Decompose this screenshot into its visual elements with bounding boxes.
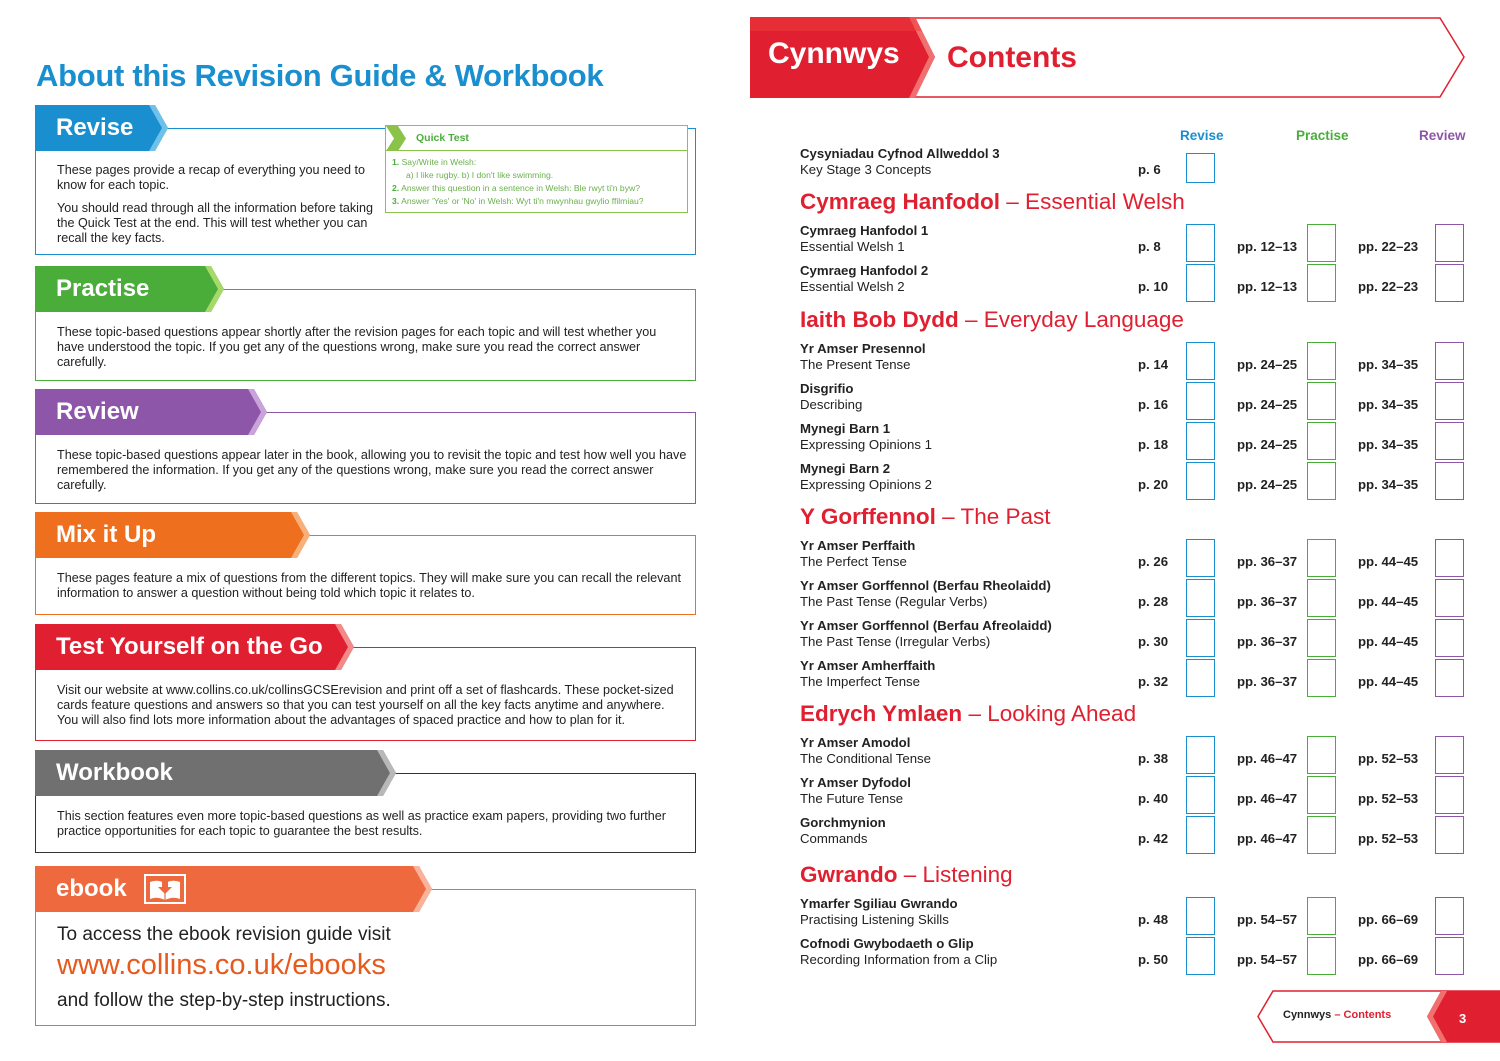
column-header-revise: Revise bbox=[1180, 128, 1224, 143]
practise-text: These topic-based questions appear shortly after the revision pages for each topic and will test whether you have understood the topic. If you get any of the questions wrong, make sure you read the correct answer carefully. bbox=[57, 325, 657, 370]
review-checkbox[interactable] bbox=[1435, 462, 1464, 500]
review-tab-label: Review bbox=[56, 398, 139, 425]
review-page-ref: pp. 22–23 bbox=[1358, 279, 1419, 294]
topic-row bbox=[800, 618, 1470, 658]
quick-test-line-4: Answer 'Yes' or 'No' in Welsh: Wyt ti'n mwynhau gwylio ffilmiau? bbox=[401, 196, 644, 206]
test-yourself-text: Visit our website at www.collins.co.uk/collinsGCSErevision and print off a set of flashcards. These pocket-sized cards feature questions and answers so that you can test yourself on all the key facts anytime and anywhere. You will also find lots more information about the advantages of spaced practice and how to plan for it. bbox=[57, 683, 674, 728]
revise-page-ref: p. 16 bbox=[1138, 397, 1169, 412]
topic-welsh-title: Gorchmynion bbox=[800, 815, 886, 830]
quick-test-num-2: 2. bbox=[392, 183, 400, 193]
category-welsh: Y Gorffennol bbox=[800, 504, 936, 529]
practise-checkbox[interactable] bbox=[1307, 776, 1336, 814]
review-checkbox[interactable] bbox=[1435, 539, 1464, 577]
practise-checkbox[interactable] bbox=[1307, 736, 1336, 774]
practise-checkbox[interactable] bbox=[1307, 422, 1336, 460]
revise-checkbox[interactable] bbox=[1186, 382, 1215, 420]
revise-page-ref: p. 40 bbox=[1138, 791, 1169, 806]
category-title bbox=[800, 862, 1013, 888]
topic-welsh-title: Cymraeg Hanfodol 2 bbox=[800, 263, 929, 278]
review-page-ref: pp. 34–35 bbox=[1358, 357, 1419, 372]
topic-row bbox=[800, 341, 1470, 381]
practise-section bbox=[35, 266, 696, 381]
topic-row bbox=[800, 146, 1470, 186]
practise-page-ref: pp. 46–47 bbox=[1237, 831, 1298, 846]
practise-checkbox[interactable] bbox=[1307, 897, 1336, 935]
page-title: About this Revision Guide & Workbook bbox=[36, 58, 604, 93]
review-checkbox[interactable] bbox=[1435, 937, 1464, 975]
mixup-section bbox=[35, 512, 696, 615]
topic-english-title: Recording Information from a Clip bbox=[800, 952, 998, 967]
ebook-tab-label: ebook bbox=[56, 875, 127, 902]
practise-tab-label: Practise bbox=[56, 275, 150, 302]
review-checkbox[interactable] bbox=[1435, 422, 1464, 460]
review-checkbox[interactable] bbox=[1435, 736, 1464, 774]
practise-page-ref: pp. 46–47 bbox=[1237, 791, 1298, 806]
mixup-text: These pages feature a mix of questions from the different topics. They will make sure you can recall the relevant information to answer a question without being told which topic it relates to. bbox=[57, 571, 681, 601]
quick-test-num-3: 3. bbox=[392, 196, 400, 206]
topic-english-title: Essential Welsh 2 bbox=[800, 279, 905, 294]
revise-page-ref: p. 50 bbox=[1138, 952, 1169, 967]
review-checkbox[interactable] bbox=[1435, 619, 1464, 657]
topic-welsh-title: Mynegi Barn 2 bbox=[800, 461, 891, 476]
revise-checkbox[interactable] bbox=[1186, 937, 1215, 975]
topic-welsh-title: Yr Amser Amodol bbox=[800, 735, 911, 750]
category-english: – The Past bbox=[942, 504, 1051, 529]
review-section bbox=[35, 389, 696, 504]
revise-page-ref: p. 20 bbox=[1138, 477, 1169, 492]
review-checkbox[interactable] bbox=[1435, 816, 1464, 854]
topic-english-title: The Future Tense bbox=[800, 791, 904, 806]
category-title bbox=[800, 189, 1185, 215]
revise-page-ref: p. 8 bbox=[1138, 239, 1161, 254]
practise-checkbox[interactable] bbox=[1307, 816, 1336, 854]
revise-page-ref: p. 30 bbox=[1138, 634, 1169, 649]
category-title bbox=[800, 307, 1184, 333]
ebook-text-1: To access the ebook revision guide visit bbox=[57, 924, 391, 945]
category-english: – Everyday Language bbox=[965, 307, 1184, 332]
revise-page-ref: p. 6 bbox=[1138, 162, 1161, 177]
practise-checkbox[interactable] bbox=[1307, 539, 1336, 577]
revise-tab-label: Revise bbox=[56, 114, 134, 141]
revise-checkbox[interactable] bbox=[1186, 776, 1215, 814]
revise-text-1: These pages provide a recap of everything you need to know for each topic. bbox=[57, 163, 366, 193]
quick-test-line-2: a) I like rugby. b) I don't like swimming. bbox=[406, 170, 554, 180]
topic-english-title: Expressing Opinions 1 bbox=[800, 437, 932, 452]
revise-page-ref: p. 14 bbox=[1138, 357, 1169, 372]
category-welsh: Iaith Bob Dydd bbox=[800, 307, 959, 332]
topic-row bbox=[800, 815, 1470, 855]
topic-english-title: The Past Tense (Regular Verbs) bbox=[800, 594, 988, 609]
topic-row bbox=[800, 538, 1470, 578]
review-page-ref: pp. 66–69 bbox=[1358, 912, 1419, 927]
topic-row bbox=[800, 421, 1470, 461]
topic-row bbox=[800, 775, 1470, 815]
category-welsh: Edrych Ymlaen bbox=[800, 701, 963, 726]
revise-checkbox[interactable] bbox=[1186, 264, 1215, 302]
revise-checkbox[interactable] bbox=[1186, 619, 1215, 657]
contents-heading: Contents bbox=[947, 41, 1077, 74]
quick-test-title: Quick Test bbox=[416, 132, 469, 144]
footer-english: – Contents bbox=[1334, 1009, 1392, 1021]
workbook-text: This section features even more topic-based questions as well as practice exam papers, providing two further practice opportunities for each topic to guarantee the best results. bbox=[57, 809, 667, 839]
revise-page-ref: p. 10 bbox=[1138, 279, 1169, 294]
review-page-ref: pp. 66–69 bbox=[1358, 952, 1419, 967]
review-checkbox[interactable] bbox=[1435, 897, 1464, 935]
review-checkbox[interactable] bbox=[1435, 224, 1464, 262]
topic-row bbox=[800, 263, 1470, 303]
category-english: – Looking Ahead bbox=[968, 701, 1137, 726]
workbook-tab-label: Workbook bbox=[56, 759, 173, 786]
category-title bbox=[800, 504, 1051, 530]
review-checkbox[interactable] bbox=[1435, 342, 1464, 380]
practise-page-ref: pp. 54–57 bbox=[1237, 912, 1298, 927]
ebook-link[interactable]: www.collins.co.uk/ebooks bbox=[57, 949, 386, 981]
revise-section bbox=[35, 105, 696, 255]
topic-welsh-title: Yr Amser Gorffennol (Berfau Rheolaidd) bbox=[800, 578, 1051, 593]
review-page-ref: pp. 52–53 bbox=[1358, 831, 1419, 846]
quick-test-box bbox=[385, 125, 688, 213]
revise-checkbox[interactable] bbox=[1186, 579, 1215, 617]
practise-page-ref: pp. 36–37 bbox=[1237, 594, 1298, 609]
topic-row bbox=[800, 578, 1470, 618]
topic-row bbox=[800, 896, 1470, 936]
quick-test-arrow-icon bbox=[386, 126, 408, 151]
column-header-review: Review bbox=[1419, 128, 1466, 143]
practise-checkbox[interactable] bbox=[1307, 937, 1336, 975]
practise-page-ref: pp. 24–25 bbox=[1237, 397, 1298, 412]
practise-page-ref: pp. 36–37 bbox=[1237, 634, 1298, 649]
review-checkbox[interactable] bbox=[1435, 776, 1464, 814]
practise-page-ref: pp. 24–25 bbox=[1237, 357, 1298, 372]
topic-welsh-title: Yr Amser Perffaith bbox=[800, 538, 916, 553]
column-header-practise: Practise bbox=[1296, 128, 1349, 143]
review-checkbox[interactable] bbox=[1435, 579, 1464, 617]
topic-english-title: The Perfect Tense bbox=[800, 554, 907, 569]
topic-row bbox=[800, 658, 1470, 698]
topic-welsh-title: Ymarfer Sgiliau Gwrando bbox=[800, 896, 958, 911]
topic-welsh-title: Yr Amser Gorffennol (Berfau Afreolaidd) bbox=[800, 618, 1052, 633]
revise-checkbox[interactable] bbox=[1186, 462, 1215, 500]
topic-welsh-title: Disgrifio bbox=[800, 381, 854, 396]
topic-english-title: Describing bbox=[800, 397, 863, 412]
test-yourself-section bbox=[35, 624, 696, 741]
topic-english-title: Essential Welsh 1 bbox=[800, 239, 905, 254]
topic-welsh-title: Yr Amser Presennol bbox=[800, 341, 926, 356]
review-page-ref: pp. 34–35 bbox=[1358, 397, 1419, 412]
topic-row bbox=[800, 735, 1470, 775]
topic-welsh-title: Cofnodi Gwybodaeth o Glip bbox=[800, 936, 974, 951]
review-page-ref: pp. 34–35 bbox=[1358, 477, 1419, 492]
quick-test-num-1: 1. bbox=[392, 157, 400, 167]
topic-welsh-title: Yr Amser Amherffaith bbox=[800, 658, 936, 673]
review-text: These topic-based questions appear later in the book, allowing you to revisit the topic and test how well you have remembered the information. If you get any of the questions wrong, make sure you read the correct answer carefully. bbox=[57, 448, 687, 493]
revise-checkbox[interactable] bbox=[1186, 224, 1215, 262]
workbook-section bbox=[35, 750, 696, 853]
topic-row bbox=[800, 223, 1470, 263]
page-number: 3 bbox=[1459, 1011, 1467, 1026]
review-page-ref: pp. 52–53 bbox=[1358, 751, 1419, 766]
practise-checkbox[interactable] bbox=[1307, 659, 1336, 697]
revise-checkbox[interactable] bbox=[1186, 897, 1215, 935]
practise-page-ref: pp. 36–37 bbox=[1237, 674, 1298, 689]
footer-section-label bbox=[1283, 1009, 1391, 1021]
review-page-ref: pp. 44–45 bbox=[1358, 554, 1419, 569]
review-page-ref: pp. 44–45 bbox=[1358, 594, 1419, 609]
category-welsh: Gwrando bbox=[800, 862, 898, 887]
practise-checkbox[interactable] bbox=[1307, 382, 1336, 420]
revise-page-ref: p. 32 bbox=[1138, 674, 1169, 689]
review-page-ref: pp. 52–53 bbox=[1358, 791, 1419, 806]
practise-checkbox[interactable] bbox=[1307, 462, 1336, 500]
practise-checkbox[interactable] bbox=[1307, 619, 1336, 657]
revise-page-ref: p. 18 bbox=[1138, 437, 1169, 452]
topic-welsh-title: Cymraeg Hanfodol 1 bbox=[800, 223, 929, 238]
revise-checkbox[interactable] bbox=[1186, 153, 1215, 183]
topic-english-title: Key Stage 3 Concepts bbox=[800, 162, 932, 177]
practise-page-ref: pp. 24–25 bbox=[1237, 477, 1298, 492]
revise-checkbox[interactable] bbox=[1186, 422, 1215, 460]
practise-checkbox[interactable] bbox=[1307, 579, 1336, 617]
topic-english-title: Practising Listening Skills bbox=[800, 912, 949, 927]
category-welsh: Cymraeg Hanfodol bbox=[800, 189, 1001, 214]
topic-row bbox=[800, 381, 1470, 421]
revise-checkbox[interactable] bbox=[1186, 659, 1215, 697]
review-checkbox[interactable] bbox=[1435, 264, 1464, 302]
practise-page-ref: pp. 12–13 bbox=[1237, 279, 1298, 294]
revise-checkbox[interactable] bbox=[1186, 816, 1215, 854]
cynnwys-heading: Cynnwys bbox=[768, 37, 900, 70]
topic-english-title: Expressing Opinions 2 bbox=[800, 477, 932, 492]
revise-text-2: You should read through all the information before taking the Quick Test at the end. This will test whether you can recall the key facts. bbox=[57, 201, 373, 246]
category-title bbox=[800, 701, 1136, 727]
revise-page-ref: p. 48 bbox=[1138, 912, 1169, 927]
revise-checkbox[interactable] bbox=[1186, 539, 1215, 577]
revise-page-ref: p. 28 bbox=[1138, 594, 1169, 609]
revise-page-ref: p. 26 bbox=[1138, 554, 1169, 569]
footer-welsh: Cynnwys bbox=[1283, 1009, 1332, 1021]
review-page-ref: pp. 22–23 bbox=[1358, 239, 1419, 254]
revise-page-ref: p. 42 bbox=[1138, 831, 1169, 846]
topic-welsh-title: Mynegi Barn 1 bbox=[800, 421, 891, 436]
practise-checkbox[interactable] bbox=[1307, 342, 1336, 380]
review-checkbox[interactable] bbox=[1435, 382, 1464, 420]
practise-page-ref: pp. 24–25 bbox=[1237, 437, 1298, 452]
mixup-tab-label: Mix it Up bbox=[56, 521, 156, 548]
quick-test-line-1: Say/Write in Welsh: bbox=[401, 157, 477, 167]
quick-test-line-3: Answer this question in a sentence in Welsh: Ble rwyt ti'n byw? bbox=[401, 183, 640, 193]
topic-english-title: The Past Tense (Irregular Verbs) bbox=[800, 634, 991, 649]
topic-english-title: The Conditional Tense bbox=[800, 751, 931, 766]
review-checkbox[interactable] bbox=[1435, 659, 1464, 697]
topic-row bbox=[800, 936, 1470, 976]
topic-welsh-title: Cysyniadau Cyfnod Allweddol 3 bbox=[800, 146, 1000, 161]
practise-page-ref: pp. 36–37 bbox=[1237, 554, 1298, 569]
practise-page-ref: pp. 12–13 bbox=[1237, 239, 1298, 254]
test-yourself-tab-label: Test Yourself on the Go bbox=[56, 633, 323, 660]
footer-page-badge bbox=[1257, 990, 1500, 1043]
practise-page-ref: pp. 54–57 bbox=[1237, 952, 1298, 967]
review-page-ref: pp. 34–35 bbox=[1358, 437, 1419, 452]
category-english: – Listening bbox=[903, 862, 1013, 887]
ebook-download-icon bbox=[144, 874, 186, 904]
review-page-ref: pp. 44–45 bbox=[1358, 674, 1419, 689]
ebook-text-2: and follow the step-by-step instructions. bbox=[57, 990, 391, 1011]
ebook-section bbox=[35, 866, 696, 1026]
practise-checkbox[interactable] bbox=[1307, 264, 1336, 302]
topic-row bbox=[800, 461, 1470, 501]
topic-english-title: The Imperfect Tense bbox=[800, 674, 920, 689]
topic-english-title: The Present Tense bbox=[800, 357, 911, 372]
review-page-ref: pp. 44–45 bbox=[1358, 634, 1419, 649]
revise-page-ref: p. 38 bbox=[1138, 751, 1169, 766]
practise-page-ref: pp. 46–47 bbox=[1237, 751, 1298, 766]
revise-checkbox[interactable] bbox=[1186, 342, 1215, 380]
contents-header bbox=[750, 17, 1466, 98]
topic-english-title: Commands bbox=[800, 831, 868, 846]
practise-checkbox[interactable] bbox=[1307, 224, 1336, 262]
topic-welsh-title: Yr Amser Dyfodol bbox=[800, 775, 911, 790]
category-english: – Essential Welsh bbox=[1006, 189, 1185, 214]
revise-checkbox[interactable] bbox=[1186, 736, 1215, 774]
